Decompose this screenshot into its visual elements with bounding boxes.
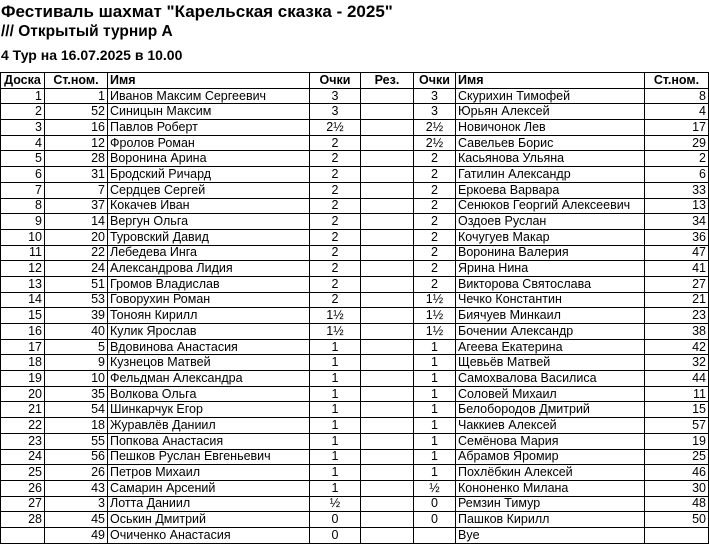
black-name-cell: Семёнова Мария xyxy=(456,433,645,449)
black-number-cell: 13 xyxy=(645,198,709,214)
board-cell: 16 xyxy=(1,324,45,340)
black-number-cell: 30 xyxy=(645,480,709,496)
black-name-cell: Соловей Михаил xyxy=(456,386,645,402)
white-number-cell: 31 xyxy=(45,167,108,183)
result-cell xyxy=(361,449,414,465)
result-cell xyxy=(361,151,414,167)
white-name-cell: Очиченко Анастасия xyxy=(108,527,310,543)
white-name-cell: Павлов Роберт xyxy=(108,120,310,136)
black-points-cell: 1 xyxy=(414,402,456,418)
result-cell xyxy=(361,339,414,355)
table-header-row xyxy=(1,73,709,89)
black-points-cell: 2 xyxy=(414,198,456,214)
black-number-cell xyxy=(645,527,709,543)
black-points-cell: 0 xyxy=(414,512,456,528)
board-cell: 24 xyxy=(1,449,45,465)
result-cell xyxy=(361,198,414,214)
table-row xyxy=(1,433,709,449)
white-points-cell: 1 xyxy=(310,433,361,449)
black-name-cell: Кононенко Милана xyxy=(456,480,645,496)
board-cell xyxy=(1,527,45,543)
result-cell xyxy=(361,512,414,528)
black-points-cell: 1½ xyxy=(414,292,456,308)
board-cell: 25 xyxy=(1,465,45,481)
white-name-cell: Александрова Лидия xyxy=(108,261,310,277)
col-board-header: Доска xyxy=(1,73,45,89)
white-points-cell: 3 xyxy=(310,88,361,104)
black-points-cell: 1 xyxy=(414,465,456,481)
white-points-cell: 1 xyxy=(310,402,361,418)
black-name-cell: Скурихин Тимофей xyxy=(456,88,645,104)
table-row xyxy=(1,151,709,167)
black-number-cell: 2 xyxy=(645,151,709,167)
white-name-cell: Громов Владислав xyxy=(108,276,310,292)
black-name-cell: Сенюков Георгий Алексеевич xyxy=(456,198,645,214)
table-row xyxy=(1,465,709,481)
white-points-cell: 2 xyxy=(310,198,361,214)
white-number-cell: 18 xyxy=(45,418,108,434)
board-cell: 8 xyxy=(1,198,45,214)
black-points-cell: 1 xyxy=(414,418,456,434)
white-points-cell: 1 xyxy=(310,355,361,371)
white-number-cell: 12 xyxy=(45,135,108,151)
white-points-cell: 1 xyxy=(310,386,361,402)
black-points-cell: 1 xyxy=(414,433,456,449)
white-points-cell: 2 xyxy=(310,151,361,167)
black-number-cell: 4 xyxy=(645,104,709,120)
col-white-name-header: Имя xyxy=(108,73,310,89)
table-row xyxy=(1,449,709,465)
white-points-cell: 1 xyxy=(310,480,361,496)
col-black-name-header: Имя xyxy=(456,73,645,89)
black-points-cell: 1½ xyxy=(414,308,456,324)
board-cell: 3 xyxy=(1,120,45,136)
black-name-cell: Биячуев Минкаил xyxy=(456,308,645,324)
white-name-cell: Шинкарчук Егор xyxy=(108,402,310,418)
board-cell: 22 xyxy=(1,418,45,434)
white-points-cell: 2 xyxy=(310,214,361,230)
black-number-cell: 47 xyxy=(645,245,709,261)
result-cell xyxy=(361,480,414,496)
table-row xyxy=(1,355,709,371)
white-points-cell: 2 xyxy=(310,167,361,183)
white-number-cell: 45 xyxy=(45,512,108,528)
black-points-cell: 1½ xyxy=(414,324,456,340)
white-number-cell: 55 xyxy=(45,433,108,449)
board-cell: 7 xyxy=(1,182,45,198)
white-name-cell: Вергун Ольга xyxy=(108,214,310,230)
table-row xyxy=(1,496,709,512)
table-row xyxy=(1,339,709,355)
black-name-cell: Гатилин Александр xyxy=(456,167,645,183)
board-cell: 18 xyxy=(1,355,45,371)
table-row xyxy=(1,386,709,402)
white-number-cell: 39 xyxy=(45,308,108,324)
board-cell: 4 xyxy=(1,135,45,151)
black-points-cell: 1 xyxy=(414,386,456,402)
result-cell xyxy=(361,214,414,230)
board-cell: 15 xyxy=(1,308,45,324)
black-name-cell: Агеева Екатерина xyxy=(456,339,645,355)
result-cell xyxy=(361,245,414,261)
table-row xyxy=(1,182,709,198)
white-number-cell: 49 xyxy=(45,527,108,543)
table-row xyxy=(1,402,709,418)
black-points-cell: 2 xyxy=(414,151,456,167)
black-name-cell: Савельев Борис xyxy=(456,135,645,151)
white-number-cell: 37 xyxy=(45,198,108,214)
white-name-cell: Самарин Арсений xyxy=(108,480,310,496)
white-name-cell: Лебедева Инга xyxy=(108,245,310,261)
board-cell: 13 xyxy=(1,276,45,292)
white-points-cell: 1 xyxy=(310,339,361,355)
black-name-cell: Bye xyxy=(456,527,645,543)
black-name-cell: Чечко Константин xyxy=(456,292,645,308)
white-points-cell: 1 xyxy=(310,418,361,434)
black-number-cell: 32 xyxy=(645,355,709,371)
black-points-cell: 2½ xyxy=(414,120,456,136)
result-cell xyxy=(361,308,414,324)
white-name-cell: Петров Михаил xyxy=(108,465,310,481)
page-title: Фестиваль шахмат "Карельская сказка - 2025" xyxy=(1,2,393,21)
black-number-cell: 27 xyxy=(645,276,709,292)
result-cell xyxy=(361,402,414,418)
white-number-cell: 35 xyxy=(45,386,108,402)
white-number-cell: 3 xyxy=(45,496,108,512)
table-row xyxy=(1,229,709,245)
white-name-cell: Лотта Даниил xyxy=(108,496,310,512)
black-number-cell: 57 xyxy=(645,418,709,434)
black-points-cell: 2 xyxy=(414,261,456,277)
black-name-cell: Пашков Кирилл xyxy=(456,512,645,528)
white-points-cell: 1 xyxy=(310,371,361,387)
black-number-cell: 36 xyxy=(645,229,709,245)
table-row xyxy=(1,292,709,308)
result-cell xyxy=(361,104,414,120)
black-number-cell: 17 xyxy=(645,120,709,136)
black-name-cell: Ярина Нина xyxy=(456,261,645,277)
black-points-cell: ½ xyxy=(414,480,456,496)
table-row xyxy=(1,480,709,496)
board-cell: 11 xyxy=(1,245,45,261)
board-cell: 26 xyxy=(1,480,45,496)
result-cell xyxy=(361,465,414,481)
white-points-cell: 1 xyxy=(310,449,361,465)
col-black-points-header: Очки xyxy=(414,73,456,89)
black-number-cell: 11 xyxy=(645,386,709,402)
white-number-cell: 54 xyxy=(45,402,108,418)
black-name-cell: Касьянова Ульяна xyxy=(456,151,645,167)
black-number-cell: 23 xyxy=(645,308,709,324)
white-number-cell: 26 xyxy=(45,465,108,481)
col-result-header: Рез. xyxy=(361,73,414,89)
black-points-cell: 2½ xyxy=(414,135,456,151)
white-name-cell: Кузнецов Матвей xyxy=(108,355,310,371)
board-cell: 2 xyxy=(1,104,45,120)
black-name-cell: Ремзин Тимур xyxy=(456,496,645,512)
black-name-cell: Еркоева Варвара xyxy=(456,182,645,198)
black-points-cell: 1 xyxy=(414,339,456,355)
black-number-cell: 15 xyxy=(645,402,709,418)
tournament-subtitle: /// Открытый турнир А xyxy=(1,23,173,40)
black-name-cell: Оздоев Руслан xyxy=(456,214,645,230)
white-name-cell: Пешков Руслан Евгеньевич xyxy=(108,449,310,465)
white-name-cell: Вдовинова Анастасия xyxy=(108,339,310,355)
black-number-cell: 19 xyxy=(645,433,709,449)
black-name-cell: Бочении Александр xyxy=(456,324,645,340)
white-number-cell: 24 xyxy=(45,261,108,277)
black-number-cell: 42 xyxy=(645,339,709,355)
white-number-cell: 5 xyxy=(45,339,108,355)
table-row xyxy=(1,418,709,434)
black-number-cell: 46 xyxy=(645,465,709,481)
board-cell: 27 xyxy=(1,496,45,512)
white-number-cell: 40 xyxy=(45,324,108,340)
white-points-cell: 1 xyxy=(310,465,361,481)
white-name-cell: Говорухин Роман xyxy=(108,292,310,308)
white-points-cell: 2 xyxy=(310,276,361,292)
black-name-cell: Щевьёв Матвей xyxy=(456,355,645,371)
white-name-cell: Фролов Роман xyxy=(108,135,310,151)
black-points-cell: 0 xyxy=(414,496,456,512)
board-cell: 28 xyxy=(1,512,45,528)
black-number-cell: 34 xyxy=(645,214,709,230)
white-points-cell: 2 xyxy=(310,292,361,308)
table-row xyxy=(1,245,709,261)
pairings-body xyxy=(1,88,709,543)
black-number-cell: 25 xyxy=(645,449,709,465)
white-number-cell: 9 xyxy=(45,355,108,371)
result-cell xyxy=(361,386,414,402)
table-row xyxy=(1,371,709,387)
black-name-cell: Новичонок Лев xyxy=(456,120,645,136)
result-cell xyxy=(361,496,414,512)
result-cell xyxy=(361,355,414,371)
black-number-cell: 41 xyxy=(645,261,709,277)
result-cell xyxy=(361,182,414,198)
table-row xyxy=(1,527,709,543)
col-black-number-header: Ст.ном. xyxy=(645,73,709,89)
col-white-points-header: Очки xyxy=(310,73,361,89)
black-name-cell: Воронина Валерия xyxy=(456,245,645,261)
white-points-cell: 1½ xyxy=(310,324,361,340)
table-row xyxy=(1,512,709,528)
board-cell: 17 xyxy=(1,339,45,355)
white-points-cell: 1½ xyxy=(310,308,361,324)
black-number-cell: 8 xyxy=(645,88,709,104)
black-points-cell: 2 xyxy=(414,182,456,198)
result-cell xyxy=(361,120,414,136)
table-row xyxy=(1,261,709,277)
board-cell: 23 xyxy=(1,433,45,449)
white-number-cell: 16 xyxy=(45,120,108,136)
black-points-cell: 2 xyxy=(414,276,456,292)
result-cell xyxy=(361,135,414,151)
result-cell xyxy=(361,88,414,104)
board-cell: 1 xyxy=(1,88,45,104)
white-name-cell: Туровский Давид xyxy=(108,229,310,245)
black-points-cell: 2 xyxy=(414,167,456,183)
table-row xyxy=(1,167,709,183)
white-name-cell: Кокачев Иван xyxy=(108,198,310,214)
black-points-cell xyxy=(414,527,456,543)
white-number-cell: 51 xyxy=(45,276,108,292)
black-points-cell: 3 xyxy=(414,88,456,104)
table-row xyxy=(1,104,709,120)
black-name-cell: Абрамов Яромир xyxy=(456,449,645,465)
white-points-cell: 3 xyxy=(310,104,361,120)
white-name-cell: Оськин Дмитрий xyxy=(108,512,310,528)
white-name-cell: Иванов Максим Сергеевич xyxy=(108,88,310,104)
white-number-cell: 20 xyxy=(45,229,108,245)
result-cell xyxy=(361,292,414,308)
table-row xyxy=(1,324,709,340)
white-number-cell: 53 xyxy=(45,292,108,308)
result-cell xyxy=(361,229,414,245)
white-number-cell: 28 xyxy=(45,151,108,167)
white-number-cell: 43 xyxy=(45,480,108,496)
result-cell xyxy=(361,167,414,183)
white-points-cell: 2 xyxy=(310,261,361,277)
white-points-cell: 2 xyxy=(310,245,361,261)
black-points-cell: 3 xyxy=(414,104,456,120)
black-name-cell: Чаккиев Алексей xyxy=(456,418,645,434)
table-row xyxy=(1,214,709,230)
white-name-cell: Тоноян Кирилл xyxy=(108,308,310,324)
white-number-cell: 7 xyxy=(45,182,108,198)
black-number-cell: 6 xyxy=(645,167,709,183)
board-cell: 19 xyxy=(1,371,45,387)
result-cell xyxy=(361,418,414,434)
table-row xyxy=(1,120,709,136)
table-row xyxy=(1,88,709,104)
black-points-cell: 2 xyxy=(414,214,456,230)
black-points-cell: 1 xyxy=(414,371,456,387)
white-name-cell: Синицын Максим xyxy=(108,104,310,120)
white-number-cell: 10 xyxy=(45,371,108,387)
result-cell xyxy=(361,433,414,449)
black-name-cell: Похлёбкин Алексей xyxy=(456,465,645,481)
white-points-cell: ½ xyxy=(310,496,361,512)
white-number-cell: 14 xyxy=(45,214,108,230)
board-cell: 21 xyxy=(1,402,45,418)
black-name-cell: Самохвалова Василиса xyxy=(456,371,645,387)
board-cell: 14 xyxy=(1,292,45,308)
black-number-cell: 50 xyxy=(645,512,709,528)
white-points-cell: 2 xyxy=(310,135,361,151)
black-points-cell: 1 xyxy=(414,449,456,465)
black-points-cell: 2 xyxy=(414,245,456,261)
white-number-cell: 22 xyxy=(45,245,108,261)
white-name-cell: Сердцев Сергей xyxy=(108,182,310,198)
white-number-cell: 56 xyxy=(45,449,108,465)
black-points-cell: 1 xyxy=(414,355,456,371)
black-name-cell: Викторова Святослава xyxy=(456,276,645,292)
black-number-cell: 21 xyxy=(645,292,709,308)
board-cell: 10 xyxy=(1,229,45,245)
white-points-cell: 0 xyxy=(310,512,361,528)
black-number-cell: 33 xyxy=(645,182,709,198)
white-name-cell: Волкова Ольга xyxy=(108,386,310,402)
black-number-cell: 38 xyxy=(645,324,709,340)
board-cell: 20 xyxy=(1,386,45,402)
col-white-number-header: Ст.ном. xyxy=(45,73,108,89)
board-cell: 12 xyxy=(1,261,45,277)
white-points-cell: 0 xyxy=(310,527,361,543)
table-row xyxy=(1,198,709,214)
black-number-cell: 48 xyxy=(645,496,709,512)
result-cell xyxy=(361,324,414,340)
white-points-cell: 2 xyxy=(310,182,361,198)
result-cell xyxy=(361,527,414,543)
black-name-cell: Кочугуев Макар xyxy=(456,229,645,245)
table-row xyxy=(1,276,709,292)
white-name-cell: Попкова Анастасия xyxy=(108,433,310,449)
white-number-cell: 1 xyxy=(45,88,108,104)
white-name-cell: Кулик Ярослав xyxy=(108,324,310,340)
white-name-cell: Фельдман Александра xyxy=(108,371,310,387)
black-points-cell: 2 xyxy=(414,229,456,245)
board-cell: 9 xyxy=(1,214,45,230)
white-name-cell: Журавлёв Даниил xyxy=(108,418,310,434)
board-cell: 6 xyxy=(1,167,45,183)
white-number-cell: 52 xyxy=(45,104,108,120)
result-cell xyxy=(361,276,414,292)
black-name-cell: Белобородов Дмитрий xyxy=(456,402,645,418)
white-points-cell: 2 xyxy=(310,229,361,245)
board-cell: 5 xyxy=(1,151,45,167)
black-number-cell: 44 xyxy=(645,371,709,387)
result-cell xyxy=(361,261,414,277)
table-row xyxy=(1,308,709,324)
table-row xyxy=(1,135,709,151)
pairings-table xyxy=(0,72,709,544)
round-heading: 4 Тур на 16.07.2025 в 10.00 xyxy=(1,47,183,63)
black-number-cell: 29 xyxy=(645,135,709,151)
black-name-cell: Юрьян Алексей xyxy=(456,104,645,120)
result-cell xyxy=(361,371,414,387)
white-name-cell: Воронина Арина xyxy=(108,151,310,167)
white-points-cell: 2½ xyxy=(310,120,361,136)
white-name-cell: Бродский Ричард xyxy=(108,167,310,183)
